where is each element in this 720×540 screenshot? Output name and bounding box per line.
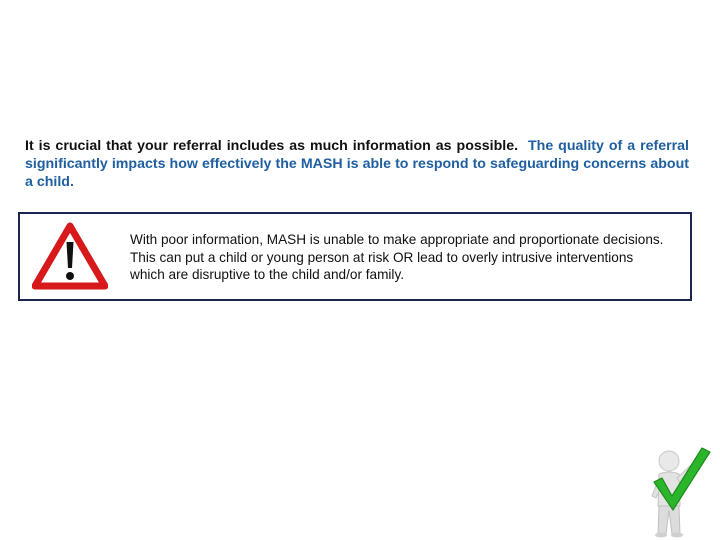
intro-emphasis-text: The quality of a referral significantly impacts how effectively the MASH is able to respond to safeguarding concerns about a child. — [25, 138, 689, 190]
intro-lead-text: It is crucial that your referral includes as much information as possible. — [25, 138, 519, 154]
intro-paragraph — [25, 137, 689, 191]
person-with-checkmark-icon — [640, 440, 720, 540]
warning-box — [18, 212, 692, 301]
warning-text: With poor information, MASH is unable to make appropriate and proportionate decisions. This can put a child or young person at risk OR lead to overly intrusive interventions which are disruptive to the child and/or family. — [130, 232, 664, 282]
warning-triangle-icon — [32, 222, 108, 290]
